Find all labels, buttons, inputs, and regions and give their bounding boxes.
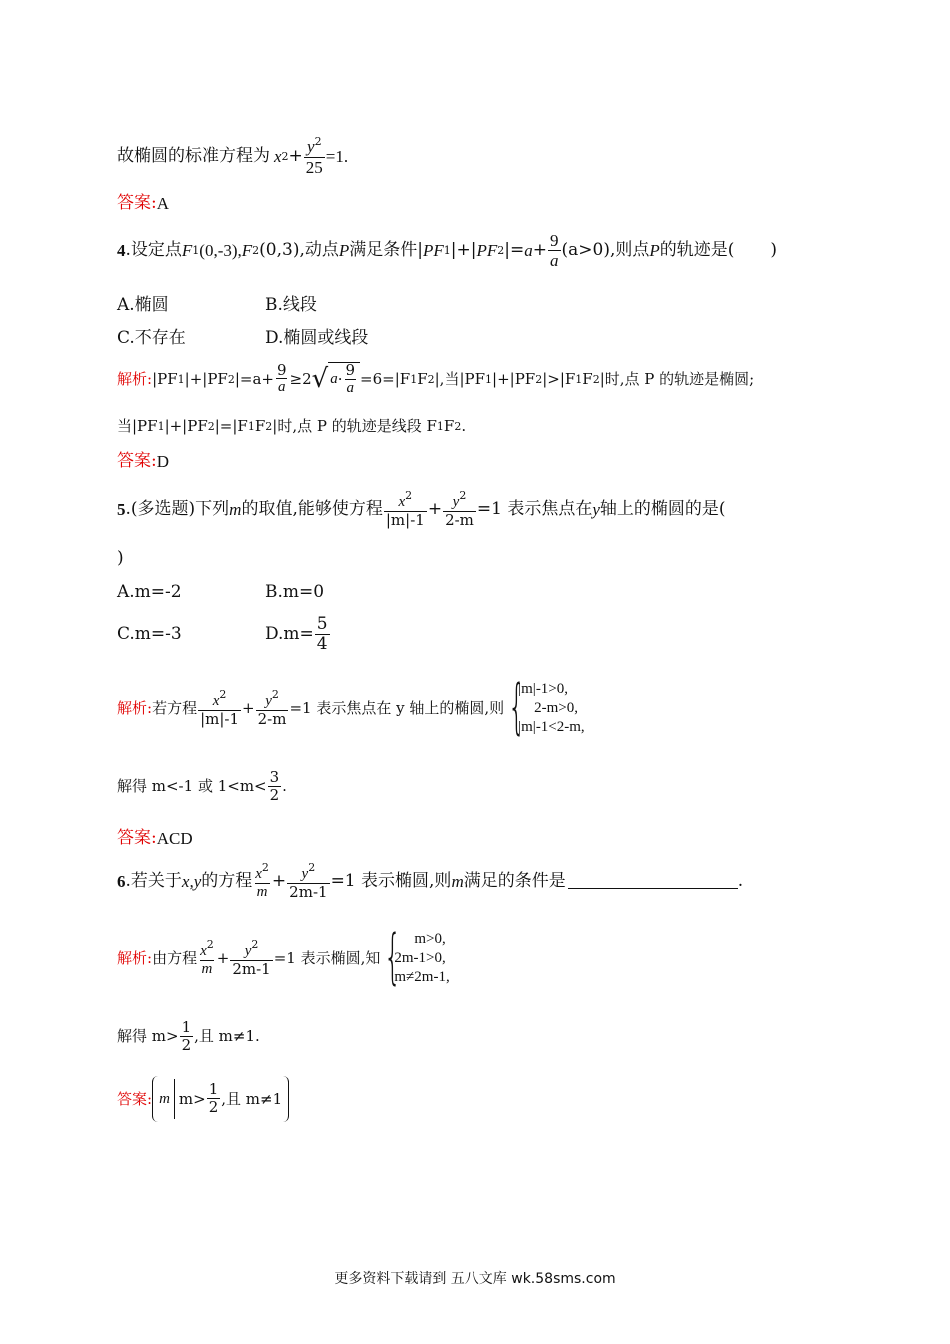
fraction: $\frac{x^2}{m}$ — [255, 861, 269, 900]
fraction: $\frac{y^2}{2-m}$ — [257, 687, 287, 728]
fraction: $\frac{x^2}{m}$ — [200, 937, 214, 977]
footer-text: 更多资料下载请到 五八文库 wk.58sms.com — [334, 1271, 616, 1287]
answer-3: 答案 : A — [117, 193, 170, 213]
answer-4: 答案 : D — [117, 451, 170, 471]
fraction: $\frac{y^2}{2-m}$ — [445, 489, 474, 529]
q5-solution-line-2: 解得 m<-1 或 1<m< $\frac{3}{2}$ . — [117, 768, 287, 804]
fraction: $\frac{y^2}{25}$ — [305, 135, 323, 177]
q6-solution-line-1: 解析 : 由方程 $\frac{x^2}{m}$ + $\frac{y^2}{2m-1}$ =1 表示椭圆,知 { m>0, 2m-1>0, m≠2m-1, — [117, 922, 450, 992]
q5-option-d[interactable]: D.m= $\frac{5}{4}$ — [265, 614, 328, 654]
question-5: 5 .(多选题)下列 m 的取值,能够使方程 $\frac{x^2}{|m|-1}$ + $\frac{y^2}{2-m}$ =1 表示焦点在 y 轴上的椭圆的是( — [117, 489, 726, 529]
question-4: 4 .设定点 F 1 (0,-3), F 2 (0,3),动点 P 满足条件| PF 1 |+| PF 2 |= a + $\frac{9}{a}$ (a>0),则点 P 的轨迹是( ) — [117, 231, 778, 270]
q6-solution-line-2: 解得 m> $\frac{1}{2}$ ,且 m≠1. — [117, 1018, 260, 1054]
intro-line: 故椭圆的标准方程为 x 2 + $\frac{y^2}{25}$ =1. — [117, 135, 349, 177]
fraction: $\frac{1}{2}$ — [181, 1018, 192, 1054]
fraction: $\frac{1}{2}$ — [208, 1080, 219, 1116]
q5-option-b[interactable]: B.m=0 — [265, 582, 325, 602]
q5-option-a[interactable]: A.m=-2 — [117, 582, 182, 602]
equation-system: { m>0, 2m-1>0, m≠2m-1, — [384, 922, 450, 992]
q5-solution-line-1: 解析 : 若方程 $\frac{x^2}{|m|-1}$ + $\frac{y^2}{2-m}$ =1 表示焦点在 y 轴上的椭圆,则 { |m|-1>0, 2-m>0, |m|-1<2-m, — [117, 672, 585, 742]
fraction: $\frac{3}{2}$ — [269, 768, 280, 804]
fraction: $\frac{x^2}{|m|-1}$ — [385, 489, 425, 529]
fraction: $\frac{9}{a}$ — [550, 231, 559, 270]
question-6: 6 .若关于 x,y 的方程 $\frac{x^2}{m}$ + $\frac{y^2}{2m-1}$ =1 表示椭圆,则 m 满足的条件是 . — [117, 861, 744, 901]
set-notation: m m> $\frac{1}{2}$ ,且 m≠1 — [152, 1076, 289, 1122]
equation-system: { |m|-1>0, 2-m>0, |m|-1<2-m, — [508, 672, 585, 742]
fraction: $\frac{y^2}{2m-1}$ — [232, 937, 271, 978]
q4-option-a[interactable]: A.椭圆 — [117, 295, 169, 315]
intro-text: 故椭圆的标准方程为 — [117, 145, 270, 166]
q5-option-c[interactable]: C.m=-3 — [117, 624, 182, 644]
fraction: $\frac{5}{4}$ — [316, 614, 328, 654]
sqrt: √ a · $\frac{9}{a}$ — [312, 362, 360, 397]
fraction: $\frac{x^2}{|m|-1}$ — [200, 687, 240, 728]
q4-option-d[interactable]: D.椭圆或线段 — [265, 328, 369, 348]
fraction: $\frac{9}{a}$ — [276, 360, 287, 396]
question-5-close: ) — [117, 548, 124, 568]
answer-5: 答案 : ACD — [117, 828, 193, 848]
answer-blank[interactable] — [568, 874, 738, 889]
q4-option-c[interactable]: C.不存在 — [117, 328, 186, 348]
fraction: $\frac{y^2}{2m-1}$ — [289, 861, 328, 901]
q4-solution-line-1: 解析 : |PF 1 |+|PF 2 |=a+ $\frac{9}{a}$ ≥2 √ a · $\frac{9}{a}$ =6=|F 1 F 2 |,当|PF 1 |+|PF 2 |>|F 1 F 2 |时,点 P 的轨迹是椭圆; — [117, 360, 755, 396]
q4-solution-line-2: 当|PF 1 |+|PF 2 |=|F 1 F 2 |时,点 P 的轨迹是线段 F 1 F 2 . — [117, 417, 467, 435]
answer-6: 答案 : m m> $\frac{1}{2}$ ,且 m≠1 — [117, 1076, 289, 1122]
q4-option-b[interactable]: B.线段 — [265, 295, 317, 315]
